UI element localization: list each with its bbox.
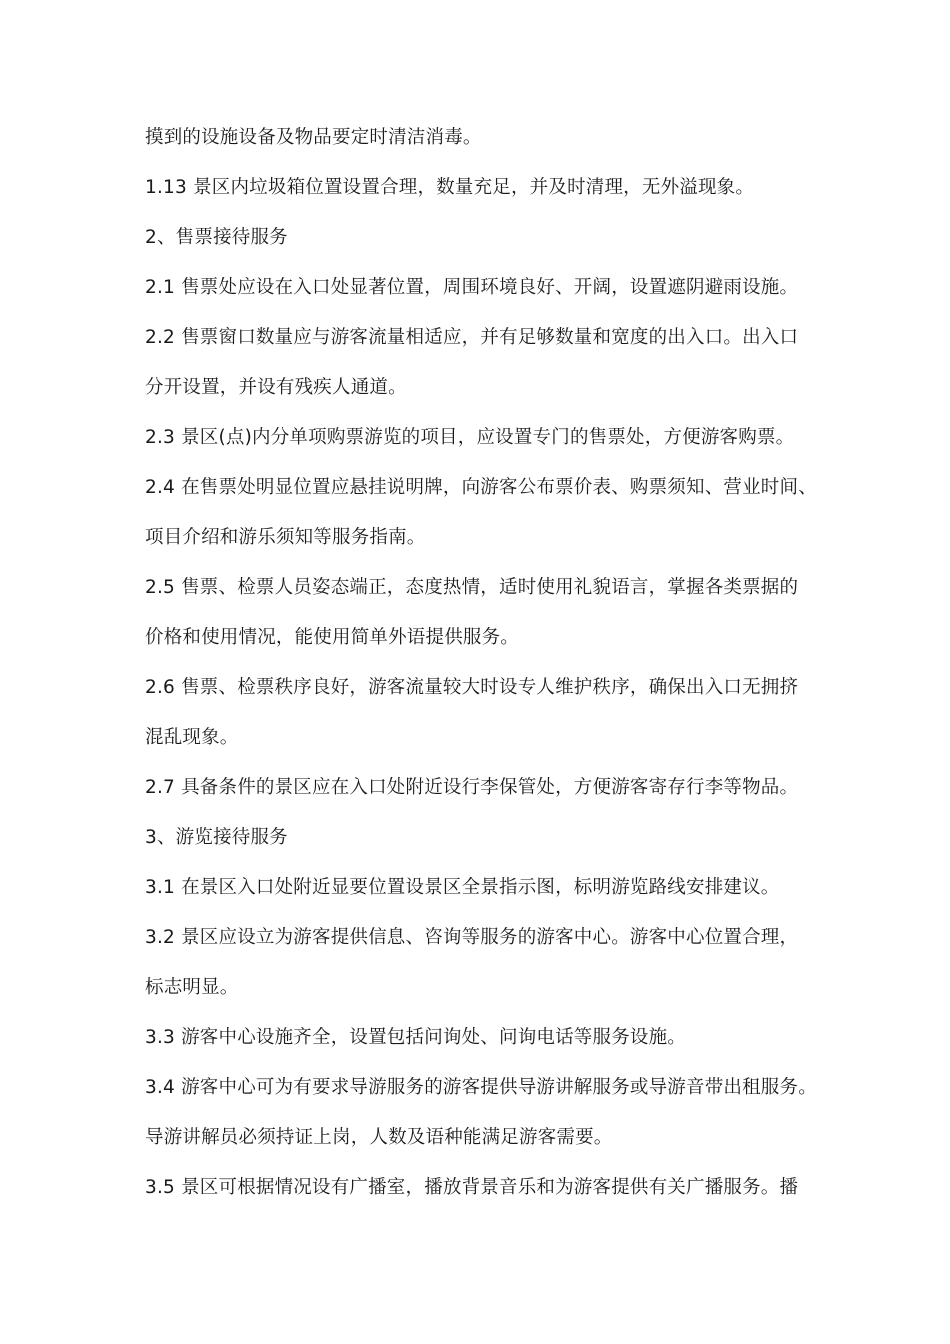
- section-heading: 2、售票接待服务: [145, 227, 288, 248]
- text-line: 分开设置，并设有残疾人通道。: [145, 377, 407, 398]
- text-line: 2.7 具备条件的景区应在入口处附近设行李保管处，方便游客寄存行李等物品。: [145, 777, 799, 798]
- text-line: 2.1 售票处应设在入口处显著位置，周围环境良好、开阔，设置遮阴避雨设施。: [145, 277, 799, 298]
- text-line: 3.5 景区可根据情况设有广播室，播放背景音乐和为游客提供有关广播服务。播: [145, 1177, 799, 1198]
- text-line: 标志明显。: [145, 977, 239, 998]
- text-line: 3.3 游客中心设施齐全，设置包括问询处、问询电话等服务设施。: [145, 1027, 687, 1048]
- text-line: 项目介绍和游乐须知等服务指南。: [145, 527, 426, 548]
- text-line: 摸到的设施设备及物品要定时清洁消毒。: [145, 127, 482, 148]
- text-line: 2.4 在售票处明显位置应悬挂说明牌，向游客公布票价表、购票须知、营业时间、: [145, 477, 817, 498]
- text-line: 2.3 景区(点)内分单项购票游览的项目，应设置专门的售票处，方便游客购票。: [145, 427, 795, 448]
- text-line: 2.6 售票、检票秩序良好，游客流量较大时设专人维护秩序，确保出入口无拥挤: [145, 677, 799, 698]
- text-line: 3.4 游客中心可为有要求导游服务的游客提供导游讲解服务或导游音带出租服务。: [145, 1077, 817, 1098]
- text-line: 2.2 售票窗口数量应与游客流量相适应，并有足够数量和宽度的出入口。出入口: [145, 327, 799, 348]
- text-line: 导游讲解员必须持证上岗，人数及语种能满足游客需要。: [145, 1127, 613, 1148]
- text-line: 价格和使用情况，能使用简单外语提供服务。: [145, 627, 520, 648]
- section-heading: 3、游览接待服务: [145, 827, 288, 848]
- text-line: 1.13 景区内垃圾箱位置设置合理，数量充足，并及时清理，无外溢现象。: [145, 177, 755, 198]
- text-line: 3.2 景区应设立为游客提供信息、咨询等服务的游客中心。游客中心位置合理，: [145, 927, 799, 948]
- text-line: 2.5 售票、检票人员姿态端正，态度热情，适时使用礼貌语言，掌握各类票据的: [145, 577, 799, 598]
- document-body: [145, 120, 835, 1220]
- text-line: 3.1 在景区入口处附近显要位置设景区全景指示图，标明游览路线安排建议。: [145, 877, 780, 898]
- text-line: 混乱现象。: [145, 727, 239, 748]
